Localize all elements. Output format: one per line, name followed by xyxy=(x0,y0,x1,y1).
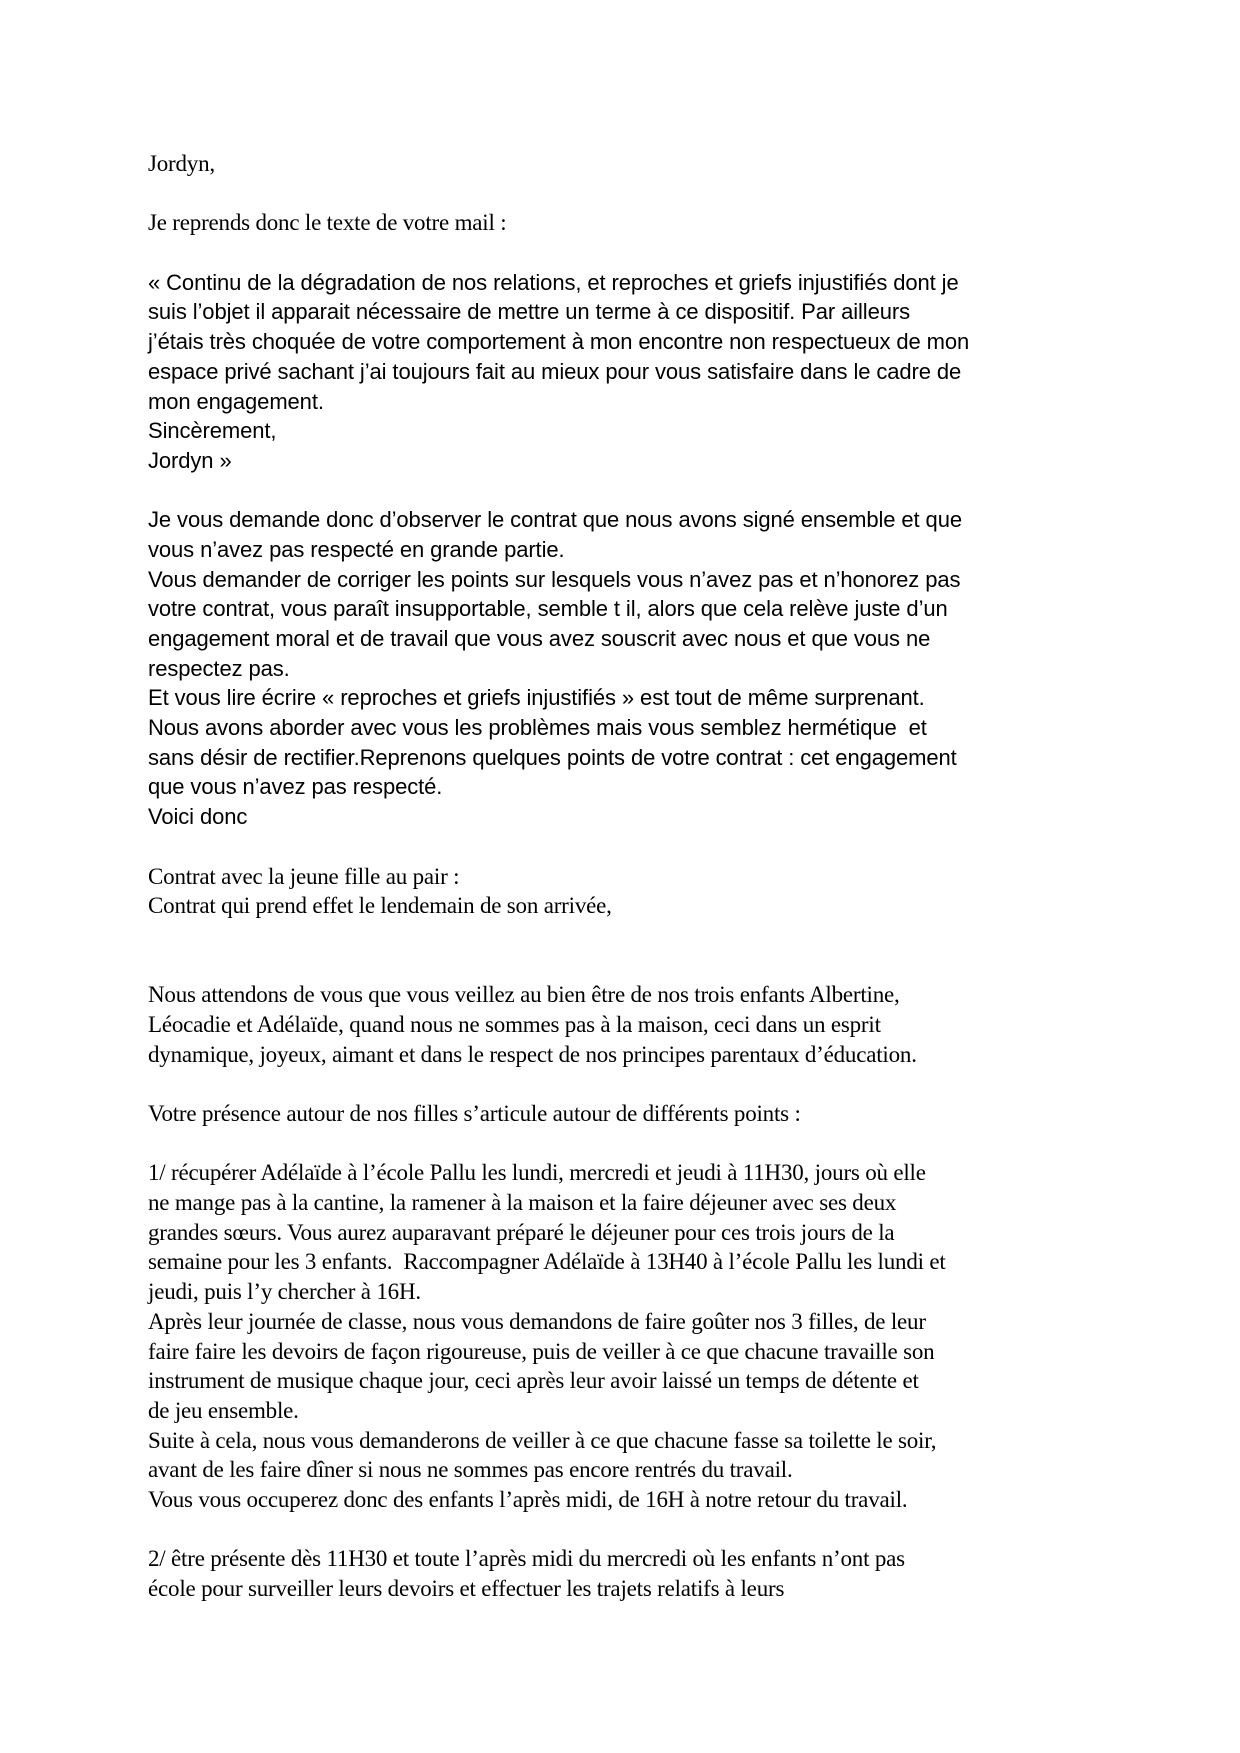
text-line: votre contrat, vous paraît insupportable, semble t il, alors que cela relève juste d’un xyxy=(148,596,948,622)
text-line: ne mange pas à la cantine, la ramener à la maison et la faire déjeuner avec ses deux xyxy=(148,1190,897,1216)
blank-line xyxy=(148,921,1133,951)
text-line: jeudi, puis l’y chercher à 16H. xyxy=(148,1279,421,1305)
contract-heading xyxy=(148,862,1133,981)
text-line: Suite à cela, nous vous demanderons de veiller à ce que chacune fasse sa toilette le soir, xyxy=(148,1427,937,1453)
text-line: école pour surveiller leurs devoirs et effectuer les trajets relatifs à leurs xyxy=(148,1576,785,1601)
quoted-mail xyxy=(148,268,1133,506)
salutation xyxy=(148,149,1133,208)
blank-line xyxy=(148,476,1133,506)
points-intro xyxy=(148,1099,1133,1158)
blank-line xyxy=(148,238,1133,268)
text-line: Je reprends donc le texte de votre mail : xyxy=(148,210,507,236)
response-paragraph xyxy=(148,505,1133,861)
text-line: Sincèrement, xyxy=(148,418,277,444)
blank-line xyxy=(148,832,1133,862)
text-line: Nous avons aborder avec vous les problèmes mais vous semblez hermétique et xyxy=(148,715,927,741)
text-line: respectez pas. xyxy=(148,655,290,681)
text-line: Je vous demande donc d’observer le contrat que nous avons signé ensemble et que xyxy=(148,507,962,533)
text-line: Vous demander de corriger les points sur lesquels vous n’avez pas et n’honorez pas xyxy=(148,566,961,592)
intro-line xyxy=(148,208,1133,267)
expectations-paragraph xyxy=(148,980,1133,1099)
text-line: Vous vous occuperez donc des enfants l’après midi, de 16H à notre retour du travail. xyxy=(148,1486,908,1512)
text-line: vous n’avez pas respecté en grande partie. xyxy=(148,536,565,562)
text-line: grandes sœurs. Vous aurez auparavant préparé le déjeuner pour ces trois jours de la xyxy=(148,1219,895,1245)
text-line: j’étais très choquée de votre comportement à mon encontre non respectueux de mon xyxy=(148,329,970,355)
text-line: Votre présence autour de nos filles s’articule autour de différents points : xyxy=(148,1101,801,1126)
text-line: Et vous lire écrire « reproches et griefs injustifiés » est tout de même surprenant. xyxy=(148,685,925,711)
blank-line xyxy=(148,179,1133,209)
text-line: faire faire les devoirs de façon rigoureuse, puis de veiller à ce que chacune travaille son xyxy=(148,1338,935,1364)
letter-body xyxy=(148,149,1133,1604)
text-line: Léocadie et Adélaïde, quand nous ne sommes pas à la maison, ceci dans un esprit xyxy=(148,1011,881,1037)
blank-line xyxy=(148,1129,1133,1159)
text-line: Contrat qui prend effet le lendemain de son arrivée, xyxy=(148,893,612,919)
point-2 xyxy=(148,1544,1133,1603)
text-line: espace privé sachant j’ai toujours fait au mieux pour vous satisfaire dans le cadre de xyxy=(148,358,962,384)
text-line: Après leur journée de classe, nous vous demandons de faire goûter nos 3 filles, de leur xyxy=(148,1308,926,1334)
text-line: sans désir de rectifier.Reprenons quelques points de votre contrat : cet engagement xyxy=(148,744,957,770)
text-line: Jordyn » xyxy=(148,447,232,473)
text-line: suis l’objet il apparait nécessaire de mettre un terme à ce dispositif. Par ailleurs xyxy=(148,299,910,325)
text-line: avant de les faire dîner si nous ne sommes pas encore rentrés du travail. xyxy=(148,1457,793,1483)
text-line: Jordyn, xyxy=(148,151,215,176)
text-line: mon engagement. xyxy=(148,388,324,414)
text-line: 2/ être présente dès 11H30 et toute l’après midi du mercredi où les enfants n’ont pas xyxy=(148,1546,905,1572)
text-line: dynamique, joyeux, aimant et dans le respect de nos principes parentaux d’éducation. xyxy=(148,1041,917,1067)
blank-line xyxy=(148,951,1133,981)
point-1 xyxy=(148,1158,1133,1544)
text-line: Contrat avec la jeune fille au pair : xyxy=(148,863,460,889)
text-line: « Continu de la dégradation de nos relations, et reproches et griefs injustifiés dont je xyxy=(148,269,959,295)
blank-line xyxy=(148,1069,1133,1099)
text-line: que vous n’avez pas respecté. xyxy=(148,774,443,800)
text-line: instrument de musique chaque jour, ceci après leur avoir laissé un temps de détente et xyxy=(148,1368,919,1394)
text-line: 1/ récupérer Adélaïde à l’école Pallu les lundi, mercredi et jeudi à 11H30, jours où elle xyxy=(148,1160,926,1186)
text-line: semaine pour les 3 enfants. Raccompagner Adélaïde à 13H40 à l’école Pallu les lundi et xyxy=(148,1249,946,1275)
text-line: engagement moral et de travail que vous avez souscrit avec nous et que vous ne xyxy=(148,626,931,651)
text-line: Nous attendons de vous que vous veillez au bien être de nos trois enfants Albertine, xyxy=(148,982,900,1008)
text-line: de jeu ensemble. xyxy=(148,1397,299,1423)
text-line: Voici donc xyxy=(148,804,248,830)
blank-line xyxy=(148,1515,1133,1545)
